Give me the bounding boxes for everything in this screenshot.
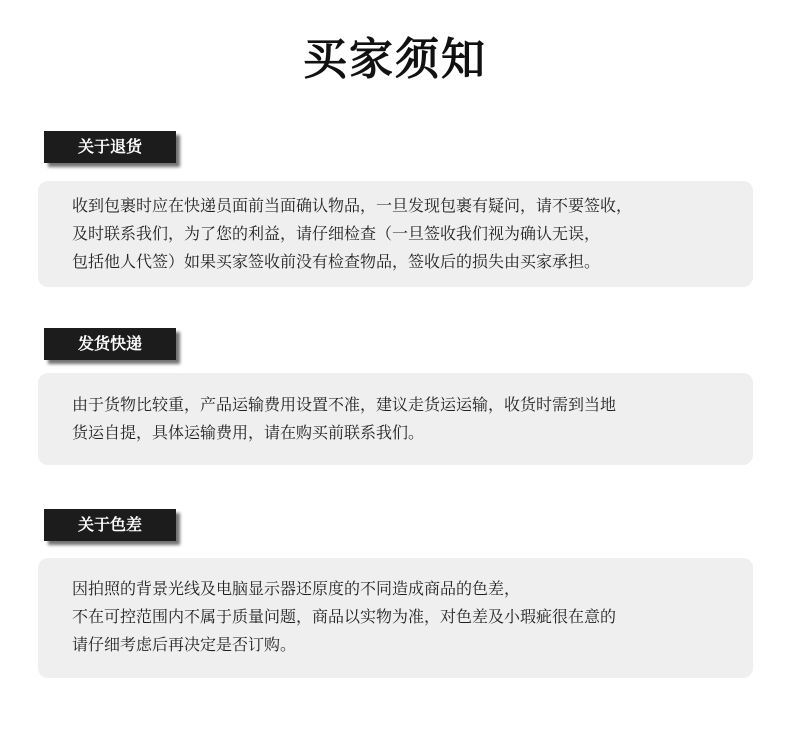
section-label-shipping: 发货快递 (44, 328, 176, 360)
section-label-color-difference: 关于色差 (44, 509, 176, 541)
section-text-line: 货运自提，具体运输费用，请在购买前联系我们。 (72, 423, 425, 442)
section-text-line: 包括他人代签）如果买家签收前没有检查物品，签收后的损失由买家承担。 (72, 252, 601, 271)
section-text-line: 不在可控范围内不属于质量问题，商品以实物为准，对色差及小瑕疵很在意的 (72, 607, 617, 626)
section-label-returns: 关于退货 (44, 131, 176, 163)
section-text-line: 由于货物比较重，产品运输费用设置不准，建议走货运运输，收货时需到当地 (72, 395, 617, 414)
section-box-shipping (38, 373, 753, 465)
section-text-line: 因拍照的背景光线及电脑显示器还原度的不同造成商品的色差， (72, 579, 521, 598)
section-text-line: 收到包裹时应在快递员面前当面确认物品，一旦发现包裹有疑问，请不要签收， (72, 196, 633, 215)
page-title: 买家须知 (303, 34, 487, 85)
section-text-line: 请仔细考虑后再决定是否订购。 (72, 635, 297, 654)
section-text-line: 及时联系我们，为了您的利益，请仔细检查（一旦签收我们视为确认无误， (72, 224, 601, 243)
section-box-color-difference (38, 558, 753, 678)
section-box-returns (38, 181, 753, 287)
